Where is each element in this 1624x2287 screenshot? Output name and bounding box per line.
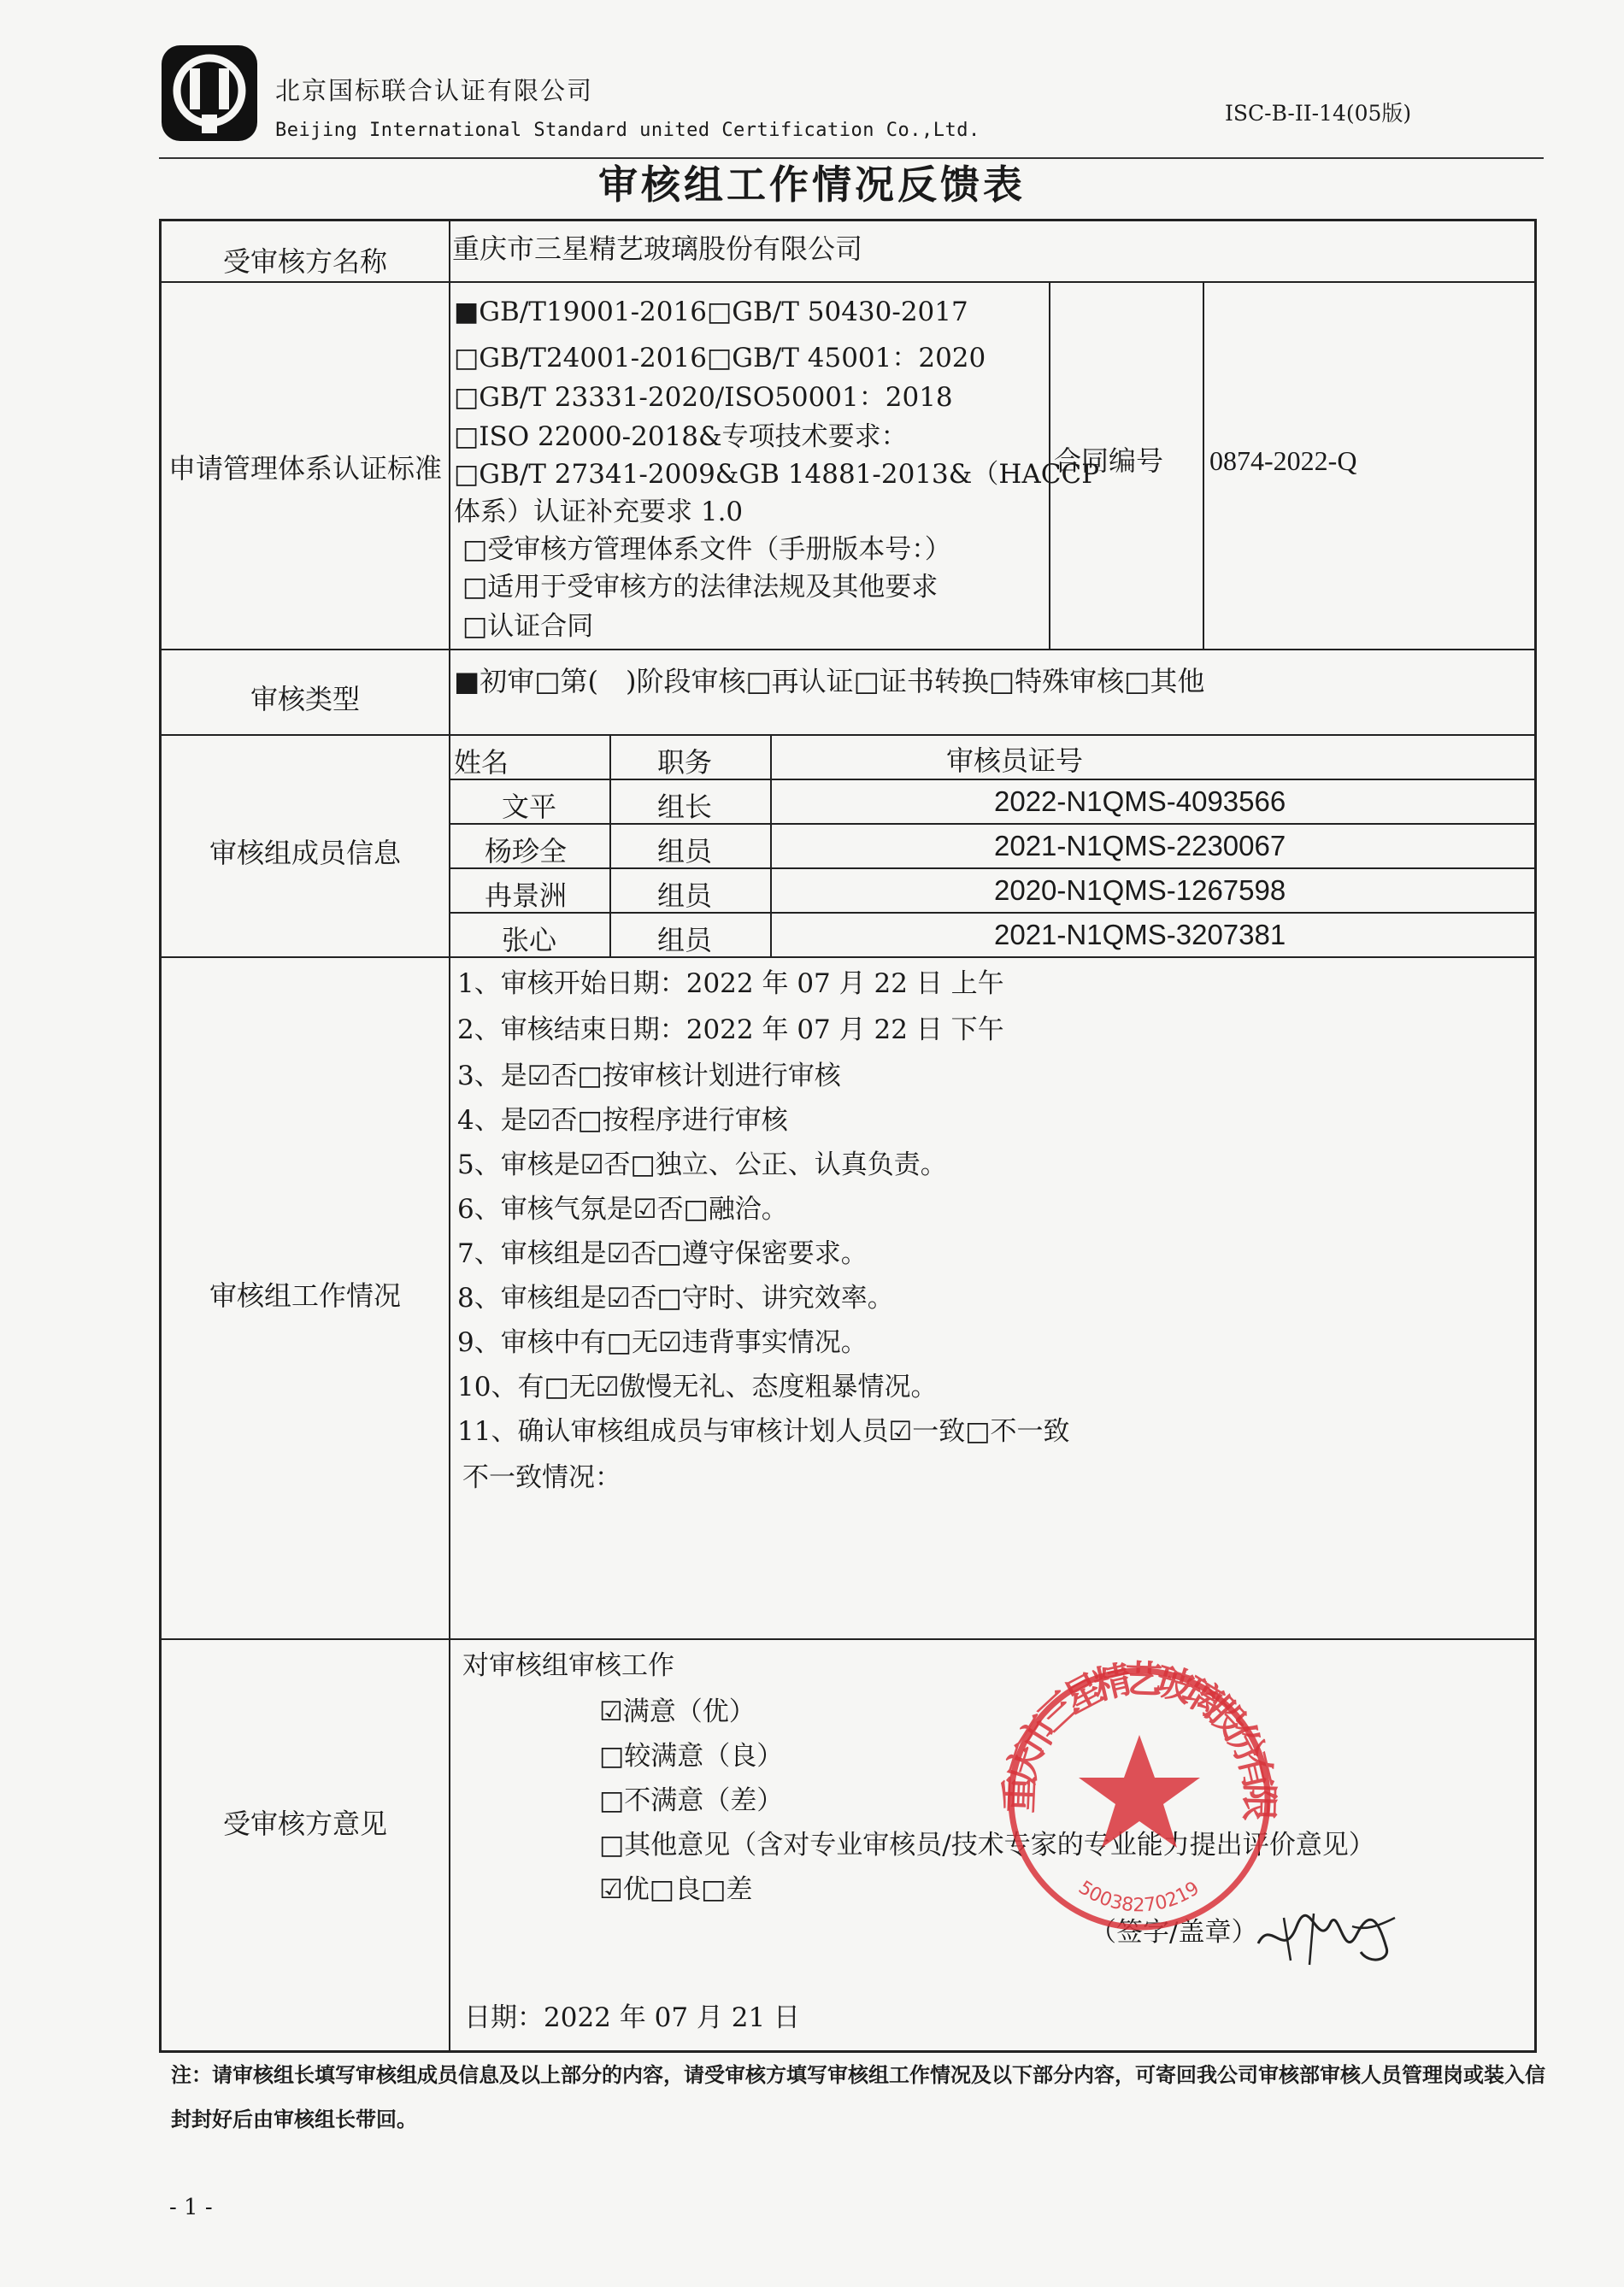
standards-label: 申请管理体系认证标准 <box>168 452 442 485</box>
opinion-option: □较满意（良） <box>599 1741 784 1772</box>
audit-type-options: ■初审□第( )阶段审核□再认证□证书转换□特殊审核□其他 <box>454 665 1205 697</box>
work-item: 5、审核是☑否□独立、公正、认真负责。 <box>457 1149 947 1180</box>
document-number: ISC-B-II-14(05版) <box>1225 101 1412 126</box>
standard-option: □GB/T24001-2016□GB/T 45001：2020 <box>454 343 986 373</box>
standard-option: ■GB/T19001-2016□GB/T 50430-2017 <box>454 297 968 327</box>
work-item: 7、审核组是☑否□遵守保密要求。 <box>457 1238 868 1269</box>
handwritten-signature <box>1250 1901 1403 1978</box>
member-row-divider <box>449 912 1534 914</box>
audit-type-label: 审核类型 <box>250 683 360 715</box>
column-divider <box>770 734 772 956</box>
standard-option: □适用于受审核方的法律法规及其他要求 <box>462 572 939 603</box>
work-item: 1、审核开始日期：2022 年 07 月 22 日 上午 <box>457 968 1004 999</box>
row-divider <box>162 956 1534 958</box>
auditee-label: 受审核方名称 <box>222 245 387 278</box>
standard-option: □GB/T 27341-2009&GB 14881-2013&（HACCP <box>454 459 1100 490</box>
page-number: - 1 - <box>169 2195 213 2220</box>
member-cert: 2021-N1QMS-2230067 <box>994 830 1286 861</box>
standard-option: 体系）认证补充要求 1.0 <box>454 497 744 527</box>
opinion-option: ☑优□良□差 <box>599 1874 753 1905</box>
footer-note: 注：请审核组长填写审核组成员信息及以上部分的内容，请受审核方填写审核组工作情况及以下部分内容，可寄回我公司审核部审核人员管理岗或装入信封封好后由审核组长带回。 <box>171 2062 1545 2131</box>
row-divider <box>162 649 1534 650</box>
company-name-en: Beijing International Standard united Certification Co.,Ltd. <box>275 120 980 141</box>
member-role: 组员 <box>657 924 713 956</box>
member-role: 组员 <box>657 879 713 912</box>
work-item: 3、是☑否□按审核计划进行审核 <box>457 1061 841 1091</box>
member-name: 文平 <box>502 791 557 823</box>
col-header-name: 姓名 <box>454 746 509 779</box>
contract-number: 0874-2022-Q <box>1209 445 1357 476</box>
opinion-label: 受审核方意见 <box>222 1808 387 1840</box>
auditee-name: 重庆市三星精艺玻璃股份有限公司 <box>452 232 863 265</box>
member-row-divider <box>449 779 1534 780</box>
member-cert: 2022-N1QMS-4093566 <box>994 785 1286 817</box>
opinion-option: □不满意（差） <box>599 1785 784 1816</box>
work-item: 不一致情况： <box>462 1462 621 1493</box>
column-divider <box>609 734 611 956</box>
standard-option: □受审核方管理体系文件（手册版本号：） <box>462 534 951 565</box>
member-role: 组长 <box>657 791 713 823</box>
member-row-divider <box>449 823 1534 825</box>
member-cert: 2021-N1QMS-3207381 <box>994 919 1286 950</box>
row-divider <box>162 734 1534 736</box>
member-name: 张心 <box>502 924 557 956</box>
work-item: 6、审核气氛是☑否□融洽。 <box>457 1194 788 1225</box>
member-cert: 2020-N1QMS-1267598 <box>994 874 1286 906</box>
svg-text:5003827021990: 50038270219 <box>1074 1877 1203 1917</box>
row-divider <box>162 281 1534 283</box>
opinion-date: 日期：2022 年 07 月 21 日 <box>464 2002 801 2033</box>
work-label: 审核组工作情况 <box>209 1279 401 1312</box>
work-item: 11、确认审核组成员与审核计划人员☑一致□不一致 <box>457 1416 1070 1447</box>
standard-option: □认证合同 <box>462 611 594 642</box>
opinion-option: ☑满意（优） <box>599 1696 756 1727</box>
members-label: 审核组成员信息 <box>209 837 401 869</box>
member-row-divider <box>449 867 1534 869</box>
work-item: 9、审核中有□无☑违背事实情况。 <box>457 1327 868 1358</box>
company-seal <box>998 1658 1280 1940</box>
work-item: 4、是☑否□按程序进行审核 <box>457 1105 788 1136</box>
member-name: 杨珍全 <box>485 835 568 867</box>
member-name: 冉景洲 <box>485 879 568 912</box>
feedback-form <box>159 219 1537 2053</box>
sign-label: （签字/盖章） <box>1090 1917 1258 1948</box>
form-title: 审核组工作情况反馈表 <box>598 162 1026 208</box>
col-header-role: 职务 <box>657 746 713 779</box>
svg-text:重庆市三星精艺玻璃股份有限公司: 重庆市三星精艺玻璃股份有限 <box>998 1658 1280 1822</box>
work-item: 8、审核组是☑否□守时、讲究效率。 <box>457 1283 894 1314</box>
contract-label: 合同编号 <box>1054 444 1164 477</box>
col-header-cert: 审核员证号 <box>946 744 1084 777</box>
company-logo <box>159 43 260 144</box>
row-divider <box>162 1638 1534 1640</box>
company-name-cn: 北京国标联合认证有限公司 <box>275 76 594 105</box>
standard-option: □GB/T 23331-2020/ISO50001：2018 <box>454 382 953 413</box>
column-divider <box>1203 281 1204 649</box>
work-item: 2、审核结束日期：2022 年 07 月 22 日 下午 <box>457 1014 1004 1045</box>
member-role: 组员 <box>657 835 713 867</box>
label-column-divider <box>449 221 450 2050</box>
opinion-option: □其他意见（含对专业审核员/技术专家的专业能力提出评价意见） <box>599 1830 1375 1861</box>
standard-option: □ISO 22000-2018&专项技术要求： <box>454 421 908 452</box>
work-item: 10、有□无☑傲慢无礼、态度粗暴情况。 <box>457 1372 938 1402</box>
opinion-intro: 对审核组审核工作 <box>462 1650 674 1681</box>
